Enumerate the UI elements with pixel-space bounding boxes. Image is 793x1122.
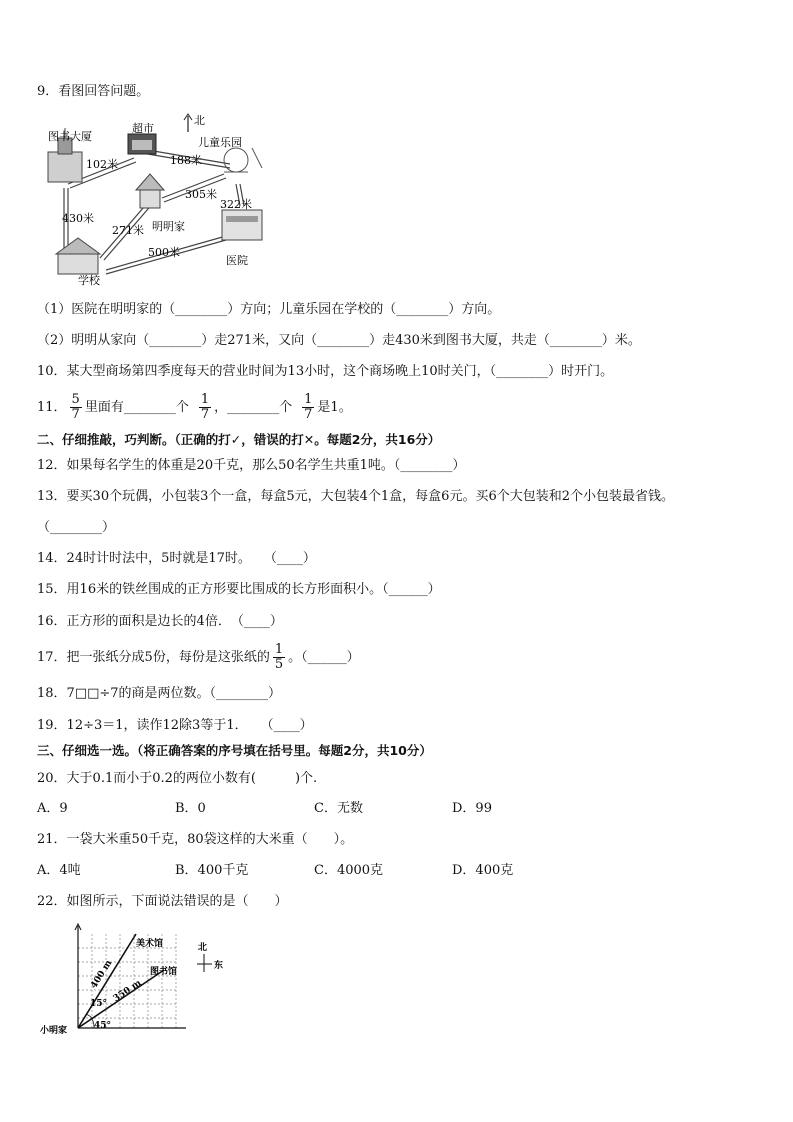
q9-sub1: （1）医院在明明家的（________）方向；儿童乐园在学校的（________）方向。 [37,302,501,317]
home-building-icon [136,174,164,208]
q20-stem: 20．大于0.1而小于0.2的两位小数有( )个. [37,771,318,786]
q22-label-home: 小明家 [40,1026,68,1036]
q9-map-figure [40,108,280,288]
label-supermarket: 超市 [132,122,154,135]
q11-prefix: 11． [37,400,67,415]
label-d430: 430米 [62,212,94,225]
section-2-heading: 二、仔细推敲，巧判断。（正确的打✓，错误的打✕。每题2分，共16分） [37,432,441,447]
q21-stem: 21．一袋大米重50千克，80袋这样的大米重（ ）。 [37,832,354,847]
supermarket-building-icon [128,134,156,154]
q17 [37,640,360,676]
q17-prefix: 17．把一张纸分成5份，每份是这张纸的 [37,650,270,665]
school-building-icon [56,238,100,274]
q11-fraction-1: $\frac{5}{7}$ [71,392,80,422]
q11-fraction-3: $\frac{1}{7}$ [304,392,313,422]
q12: 12．如果每名学生的体重是20千克，那么50名学生共重1吨。（________） [37,458,466,473]
label-library: 图书大厦 [48,130,92,143]
q22-compass-icon [197,954,212,972]
q18: 18．7□□÷7的商是两位数。（________） [37,686,282,701]
label-d102: 102米 [86,158,118,171]
label-d305: 305米 [185,188,217,201]
label-d322: 322米 [220,198,252,211]
label-d271: 271米 [112,224,144,237]
q22-label-east: 东 [214,961,224,971]
q22-figure [40,920,240,1042]
q22-label-d400: 400 m [89,958,115,991]
q11-fraction-2: $\frac{1}{7}$ [200,392,210,422]
label-school: 学校 [78,274,100,287]
q11-mid2: ，________个 [214,400,293,415]
q19: 19．12÷3＝1，读作12除3等于1． （____） [37,718,313,733]
q11-suffix: 是1。 [317,400,352,415]
q13-line1: 13．要买30个玩偶，小包装3个一盒，每盒5元，大包装4个1盒，每盒6元。买6个大包装和2个小包装最省钱。 [37,489,674,504]
q22-stem: 22．如图所示，下面说法错误的是（ ） [37,894,288,909]
label-hospital: 医院 [226,254,248,267]
q11 [37,390,352,426]
q21-option-d: D．400克 [452,863,514,878]
q22-label-art-museum: 美术馆 [136,939,164,949]
q22-label-north: 北 [198,943,208,953]
q17-fraction: $\frac{1}{5}$ [274,642,284,672]
q20-option-b: B．0 [175,801,206,816]
q20-option-a: A．9 [37,801,68,816]
q16: 16．正方形的面积是边长的4倍． （____） [37,614,283,629]
q21-option-c: C．4000克 [314,863,384,878]
q9-sub2: （2）明明从家向（________）走271米，又向（________）走430米到图书大厦，共走（________）米。 [37,333,641,348]
q21-option-b: B．400千克 [175,863,249,878]
q14: 14．24时计时法中，5时就是17时。 （____） [37,551,316,566]
q20-option-d: D．99 [452,801,492,816]
q10: 10．某大型商场第四季度每天的营业时间为13小时，这个商场晚上10时关门，（________）时开门。 [37,364,614,379]
label-d500: 500米 [148,246,180,259]
label-d188: 188米 [170,154,202,167]
q21-option-a: A．4吨 [37,863,81,878]
q15: 15．用16米的铁丝围成的正方形要比围成的长方形面积小。（______） [37,582,441,597]
q22-label-d350: 350 m [111,978,144,1005]
label-playground: 儿童乐园 [198,136,242,149]
q22-label-library: 图书馆 [150,967,178,977]
q13-line2: （________） [37,520,116,535]
section-3-heading: 三、仔细选一选。（将正确答案的序号填在括号里。每题2分，共10分） [37,743,432,758]
q11-mid1: 里面有________个 [84,400,189,415]
q22-label-angle45: 45° [94,1021,112,1031]
hospital-building-icon [222,210,262,240]
label-north: 北 [194,114,205,127]
q17-suffix: 。（______） [288,650,360,665]
label-home: 明明家 [152,220,185,233]
q20-option-c: C．无数 [314,801,363,816]
q22-label-angle15: 15° [90,999,108,1009]
q9-title: 9．看图回答问题。 [37,84,150,99]
